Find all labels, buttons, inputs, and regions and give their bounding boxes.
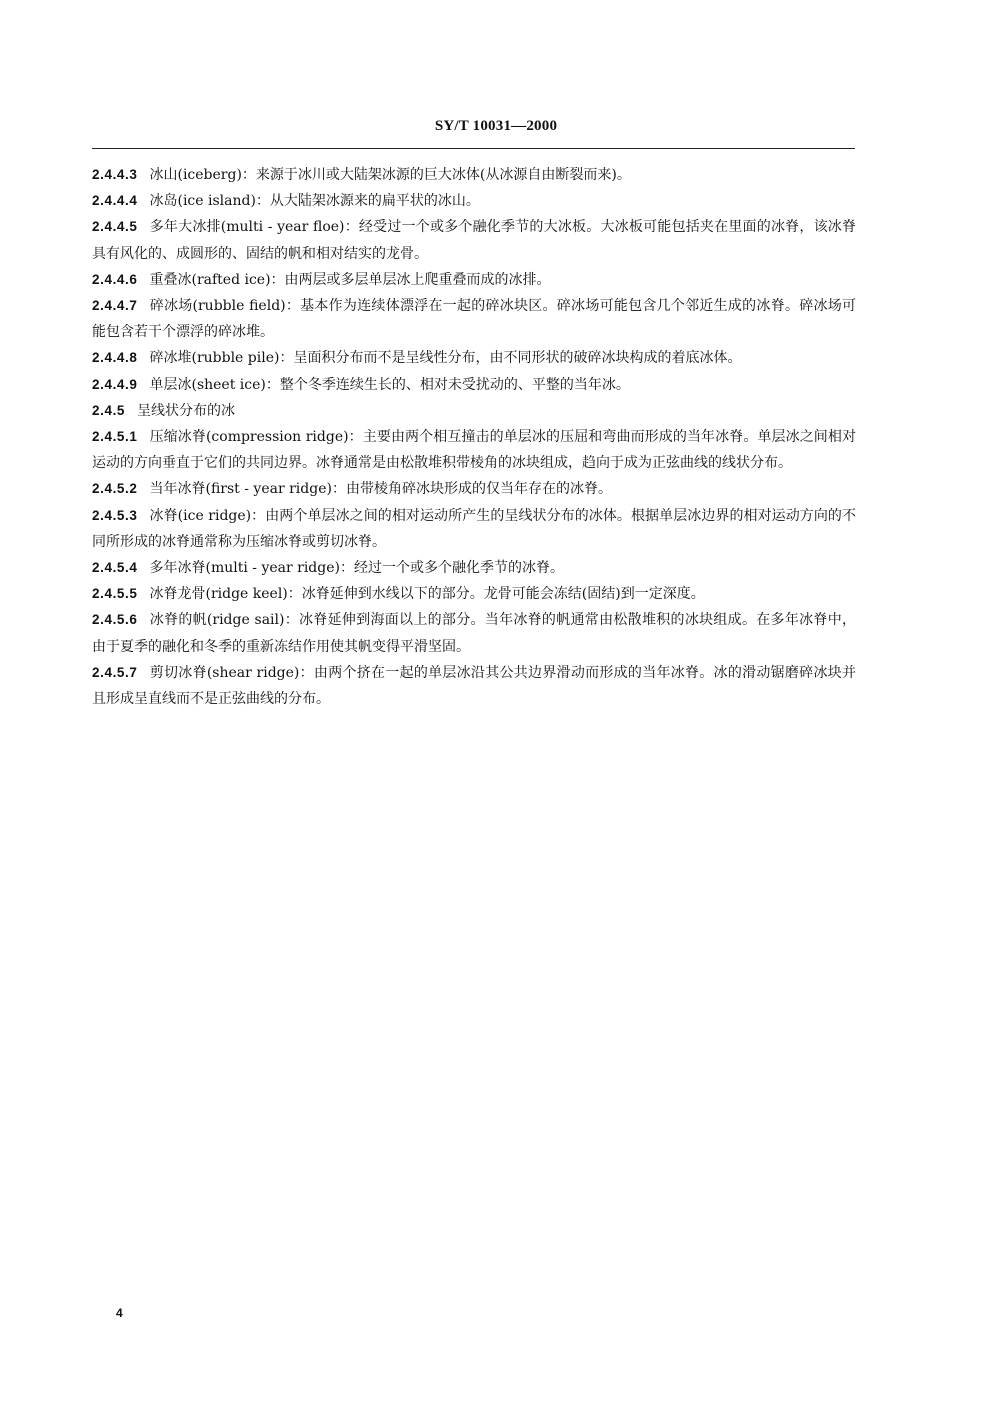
clause-number: 2.4.5 [92, 402, 126, 418]
clause-number: 2.4.4.3 [92, 167, 138, 182]
clause-number: 2.4.4.5 [92, 219, 138, 235]
clause-text: 当年冰脊(first - year ridge)：由带棱角碎冰块形成的仅当年存在的冰脊。 [149, 481, 612, 498]
clause-2-4-5-7 [92, 660, 856, 712]
clause-number: 2.4.4.8 [92, 350, 138, 366]
clause-text: 冰脊(ice ridge)：由两个单层冰之间的相对运动所产生的呈线状分布的冰体。根据单层冰边界的相对运动方向的不同所形成的冰脊通常称为压缩冰脊或剪切冰脊。 [92, 507, 856, 550]
clause-2-4-5-4 [92, 555, 856, 581]
clause-2-4-5-5 [92, 581, 856, 607]
clause-text: 冰脊的帆(ridge sail)：冰脊延伸到海面以上的部分。当年冰脊的帆通常由松散堆积的冰块组成。在多年冰脊中，由于夏季的融化和冬季的重新冻结作用使其帆变得平滑坚固。 [92, 612, 856, 655]
clause-2-4-4-8 [92, 345, 856, 371]
clause-text: 冰山(iceberg)：来源于冰川或大陆架冰源的巨大冰体(从冰源自由断裂而来)。 [149, 167, 631, 183]
clause-text: 剪切冰脊(shear ridge)：由两个挤在一起的单层冰沿其公共边界滑动而形成的当年冰脊。冰的滑动锯磨碎冰块并且形成呈直线而不是正弦曲线的分布。 [92, 664, 856, 708]
section-2-4-5 [92, 398, 856, 424]
clause-2-4-4-5 [92, 214, 856, 266]
clause-text: 压缩冰脊(compression ridge)：主要由两个相互撞击的单层冰的压屈和弯曲而形成的当年冰脊。单层冰之间相对运动的方向垂直于它们的共同边界。冰脊通常是由松散堆积带棱角的冰块组成，趋向于成为正弦曲线的线状分布。 [92, 429, 856, 472]
page-number: 4 [116, 1306, 123, 1320]
document-body [92, 162, 856, 712]
clause-2-4-5-2 [92, 476, 856, 502]
clause-2-4-4-6 [92, 267, 856, 293]
clause-2-4-4-4 [92, 188, 856, 214]
clause-number: 2.4.5.4 [92, 560, 138, 576]
clause-text: 碎冰场(rubble field)：基本作为连续体漂浮在一起的碎冰块区。碎冰场可能包含几个邻近生成的冰脊。碎冰场可能包含若干个漂浮的碎冰堆。 [92, 298, 856, 341]
clause-text: 碎冰堆(rubble pile)：呈面积分布而不是呈线性分布，由不同形状的破碎冰块构成的着底冰体。 [149, 350, 742, 367]
header-rule [92, 148, 855, 149]
page-header-standard-code: SY/T 10031—2000 [434, 118, 558, 134]
clause-number: 2.4.4.6 [92, 271, 138, 287]
clause-text: 冰脊龙骨(ridge keel)：冰脊延伸到水线以下的部分。龙骨可能会冻结(固结)到一定深度。 [149, 586, 705, 603]
clause-text: 冰岛(ice island)：从大陆架冰源来的扁平状的冰山。 [149, 193, 480, 210]
clause-number: 2.4.4.7 [92, 298, 138, 314]
clause-2-4-5-6 [92, 607, 856, 659]
clause-text: 多年大冰排(multi - year floe)：经受过一个或多个融化季节的大冰板。大冰板可能包括夹在里面的冰脊，该冰脊具有风化的、成圆形的、固结的帆和相对结实的龙骨。 [92, 219, 856, 262]
clause-number: 2.4.5.1 [92, 429, 138, 445]
clause-2-4-5-1 [92, 424, 856, 476]
clause-number: 2.4.4.9 [92, 376, 138, 392]
section-title: 呈线状分布的冰 [137, 402, 236, 419]
clause-number: 2.4.4.4 [92, 193, 138, 209]
clause-text: 单层冰(sheet ice)：整个冬季连续生长的、相对未受扰动的、平整的当年冰。 [149, 376, 630, 393]
clause-2-4-5-3 [92, 503, 856, 555]
clause-number: 2.4.5.7 [92, 664, 138, 680]
clause-2-4-4-7 [92, 293, 856, 345]
clause-number: 2.4.5.5 [92, 586, 138, 602]
clause-2-4-4-9 [92, 372, 856, 398]
clause-number: 2.4.5.2 [92, 481, 138, 497]
clause-2-4-4-3 [92, 162, 856, 188]
clause-text: 多年冰脊(multi - year ridge)：经过一个或多个融化季节的冰脊。 [149, 560, 564, 577]
clause-number: 2.4.5.6 [92, 612, 138, 628]
clause-text: 重叠冰(rafted ice)：由两层或多层单层冰上爬重叠而成的冰排。 [149, 271, 551, 288]
clause-number: 2.4.5.3 [92, 507, 138, 523]
